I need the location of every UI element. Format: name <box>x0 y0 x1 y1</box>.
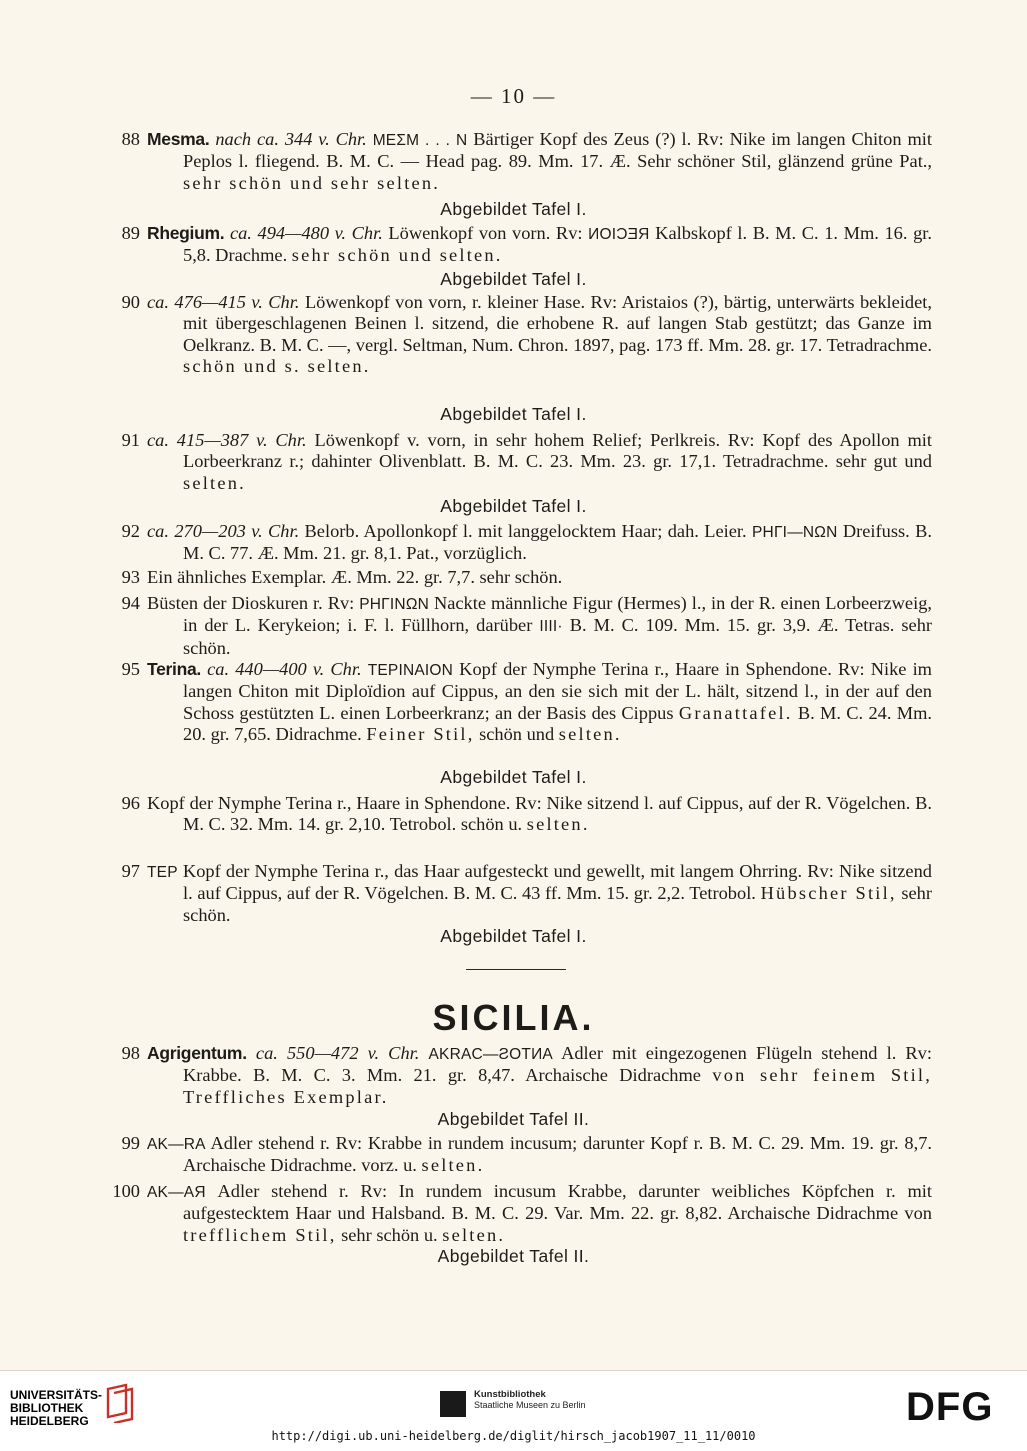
description: Kalbskopf l. B. M. C. 1. Mm. 16. gr. 5,8. Drachme. <box>183 223 932 266</box>
mint-name: Terina. <box>147 659 201 679</box>
catalog-entry-88 <box>100 129 932 194</box>
plate-reference: Abgebildet Tafel I. <box>440 404 587 424</box>
kunstbibliothek-logo-icon <box>440 1391 466 1417</box>
entry-number: 93 <box>121 567 140 587</box>
entry-text <box>147 793 932 836</box>
mint-name: Rhegium. <box>147 223 225 243</box>
description: Kopf der Nymphe Terina r., Haare in Sphendone. Rv: Nike sitzend l. auf Cippus, auf der R. Vögelchen. B. M. C. 32. Mm. 14. gr. 2,10. Tetrobol. schön u. <box>147 793 932 835</box>
grade-note: sehr schön und selten. <box>291 245 503 266</box>
description: Adler mit eingezogenen Flügeln stehend l. Rv: Krabbe. B. M. C. 3. Mm. 21. gr. 8,47. Archaische Didrachme <box>183 1043 932 1086</box>
spaced-note: Feiner Stil, <box>366 723 475 744</box>
coin-legend: ΡΗΓΙ—ΝΩΝ <box>752 524 838 541</box>
university-library-name: UNIVERSITÄTS- BIBLIOTHEK HEIDELBERG <box>10 1388 103 1428</box>
description: sehr schön. <box>183 883 932 925</box>
plate-reference: Abgebildet Tafel II. <box>437 1109 590 1129</box>
grade-note: sehr schön und sehr selten. <box>183 172 441 193</box>
value-mark: IIII· <box>539 618 563 636</box>
entry-text <box>147 223 932 267</box>
grade-note: selten. <box>442 1224 506 1245</box>
description: Dreifuss. B. M. C. 77. Æ. Mm. 21. gr. 8,1. Pat., vorzüglich. <box>183 521 932 564</box>
plate-reference: Abgebildet Tafel I. <box>440 199 587 219</box>
catalog-entry-93 <box>100 567 932 588</box>
description: Löwenkopf von vorn, r. kleiner Hase. Rv: Aristaios (?), bärtig, unterwärts bekleidet, mit übergeschlagenen Beinen l. sitzend, die erhobene R. auf langen Stab gestützt; das Ganze im Oelkranz. B. M. C. —, vergl. Seltman, Num. Chron. 1897, pag. 173 ff. Mm. 28. gr. 17. Tetradrachme. <box>183 292 932 355</box>
coin-legend: ΤΕΡ <box>147 864 178 881</box>
entry-number: 99 <box>121 1133 140 1153</box>
plate-reference: Abgebildet Tafel I. <box>440 926 587 946</box>
entry-text <box>147 292 932 377</box>
source-url[interactable]: http://digi.ub.uni-heidelberg.de/diglit/hirsch_jacob1907_11_11/0010 <box>271 1429 756 1443</box>
catalog-entry-91 <box>100 430 932 494</box>
page-number: — 10 — <box>470 84 557 108</box>
date-range: nach ca. 344 v. Chr. <box>215 129 367 149</box>
coin-legend: ΜΕΣΜ . . . Ν <box>372 132 468 149</box>
spaced-note: trefflichem Stil, <box>183 1224 337 1245</box>
description: B. M. C. 109. Mm. 15. gr. 3,9. Æ. Tetras. sehr schön. <box>183 615 933 658</box>
catalog-entry-99 <box>100 1133 932 1177</box>
description: Kopf der Nymphe Terina r., das Haar aufgesteckt und gewellt, mit langem Ohrring. Rv: Nike sitzend l. auf Cippus, auf der R. Vögelchen. B. M. C. 43 ff. Mm. 15. gr. 2,2. Tetrobol. <box>177 861 932 904</box>
entry-number: 90 <box>121 292 140 312</box>
catalog-entry-94 <box>100 593 932 659</box>
plate-reference: Abgebildet Tafel II. <box>437 1246 590 1266</box>
catalog-entry-89 <box>100 223 932 267</box>
kunstbibliothek-label: Kunstbibliothek Staatliche Museen zu Berlin <box>474 1389 586 1410</box>
mint-name: Mesma. <box>147 129 210 149</box>
catalog-entry-90 <box>100 292 932 377</box>
coin-legend: AKRAC—ƧOTИA <box>428 1046 553 1063</box>
description: Adler stehend r. Rv: Krabbe in rundem incusum; darunter Kopf r. B. M. C. 29. Mm. 19. gr. 8,7. Archaische Didrachme. vorz. u. <box>183 1133 932 1176</box>
entry-number: 98 <box>121 1043 140 1063</box>
date-range: ca. 476—415 v. Chr. <box>147 292 300 312</box>
description: Bärtiger Kopf des Zeus (?) l. Rv: Nike im langen Chiton mit Peplos l. fliegend. B. M. C. — Head pag. 89. Mm. 17. Æ. Sehr schöner Stil, glänzend grüne Pat., <box>183 129 932 172</box>
entry-text <box>147 593 933 659</box>
description: Löwenkopf v. vorn, in sehr hohem Relief; Perlkreis. Rv: Kopf des Apollon mit Lorbeerkranz r.; dahinter Olivenblatt. B. M. C. 23. Mm. 23. gr. 17,1. Tetradrachme. sehr gut und <box>183 430 932 472</box>
grade-note: selten. <box>558 723 622 744</box>
coin-legend: AK—AЯ <box>147 1184 206 1201</box>
entry-text <box>147 430 932 494</box>
description: Adler stehend r. Rv: In rundem incusum Krabbe, darunter weibliches Köpfchen r. mit aufgestecktem Haar und Halsband. B. M. C. 29. Var. Mm. 22. gr. 8,82. Archaische Didrachme von <box>183 1181 932 1224</box>
coin-legend: ΤΕΡΙΝΑΙΟΝ <box>367 662 454 679</box>
entry-number: 89 <box>121 223 140 243</box>
date-range: ca. 494—480 v. Chr. <box>229 223 383 243</box>
section-divider <box>466 969 566 970</box>
date-range: ca. 440—400 v. Chr. <box>207 659 362 679</box>
description: B. M. C. 24. Mm. 20. gr. 7,65. Didrachme. <box>183 702 932 744</box>
catalog-entry-95 <box>100 659 932 745</box>
date-range: ca. 415—387 v. Chr. <box>147 430 307 450</box>
plate-reference: Abgebildet Tafel I. <box>440 767 587 787</box>
entry-number: 100 <box>112 1181 140 1201</box>
mint-name: Agrigentum. <box>147 1043 247 1063</box>
grade-note: von sehr feinem Stil, Treffliches Exemplar. <box>183 1065 932 1107</box>
dfg-logo: DFG <box>906 1385 994 1429</box>
entry-text <box>147 521 932 565</box>
catalog-entry-92 <box>100 521 932 565</box>
description: Kopf der Nymphe Terina r., Haare in Sphendone. Rv: Nike im langen Chiton mit Diploïdion auf Cippus, an den sie sich mit der L. hält, sitzend l., in der auf den Schoss gestützten L. einen Lorbeerkranz; an der Basis des Cippus <box>183 659 932 723</box>
entry-text <box>147 861 932 926</box>
catalog-entry-97 <box>100 861 932 926</box>
spaced-note: Granattafel. <box>678 702 793 723</box>
entry-number: 94 <box>121 593 140 613</box>
catalog-entry-96 <box>100 793 932 836</box>
entry-number: 95 <box>121 659 140 679</box>
spaced-note: Hübscher Stil, <box>760 883 897 904</box>
description: schön und <box>474 723 559 744</box>
coin-legend: ИOIƆƎЯ <box>588 226 650 243</box>
plate-reference: Abgebildet Tafel I. <box>440 269 587 289</box>
entry-number: 96 <box>121 793 140 813</box>
coin-legend: AK—RA <box>147 1136 206 1153</box>
digitization-footer <box>0 1370 1027 1451</box>
description: Belorb. Apollonkopf l. mit langgelocktem Haar; dah. Leier. <box>299 521 753 541</box>
entry-text <box>147 659 932 745</box>
entry-number: 92 <box>121 521 140 541</box>
university-library-logo-icon <box>104 1383 134 1423</box>
description: Löwenkopf von vorn. Rv: <box>382 223 589 243</box>
entry-number: 91 <box>121 430 140 450</box>
entry-text <box>147 1181 932 1246</box>
catalog-entry-100 <box>100 1181 932 1246</box>
grade-note: schön und s. selten. <box>183 355 371 376</box>
entry-text <box>147 1133 932 1177</box>
description: Büsten der Dioskuren r. Rv: <box>147 593 360 613</box>
description: sehr schön u. <box>336 1224 443 1245</box>
section-title: SICILIA. <box>432 997 595 1038</box>
description: Nackte männliche Figur (Hermes) l., in der R. einen Lorbeerzweig, in der L. Kerykeion; i. F. l. Füllhorn, darüber <box>183 593 933 636</box>
grade-note: selten. <box>183 472 246 493</box>
entry-text: Ein ähnliches Exemplar. Æ. Mm. 22. gr. 7,7. sehr schön. <box>147 567 563 587</box>
entry-number: 88 <box>121 129 140 149</box>
entry-text <box>147 129 932 194</box>
coin-legend: ΡΗΓΙΝΩΝ <box>359 596 429 613</box>
grade-note: selten. <box>421 1155 485 1176</box>
grade-note: selten. <box>526 814 590 835</box>
entry-number: 97 <box>121 861 140 881</box>
date-range: ca. 270—203 v. Chr. <box>147 521 300 541</box>
entry-text <box>147 1043 932 1108</box>
catalog-entry-98 <box>100 1043 932 1108</box>
date-range: ca. 550—472 v. Chr. <box>255 1043 420 1063</box>
plate-reference: Abgebildet Tafel I. <box>440 496 587 516</box>
